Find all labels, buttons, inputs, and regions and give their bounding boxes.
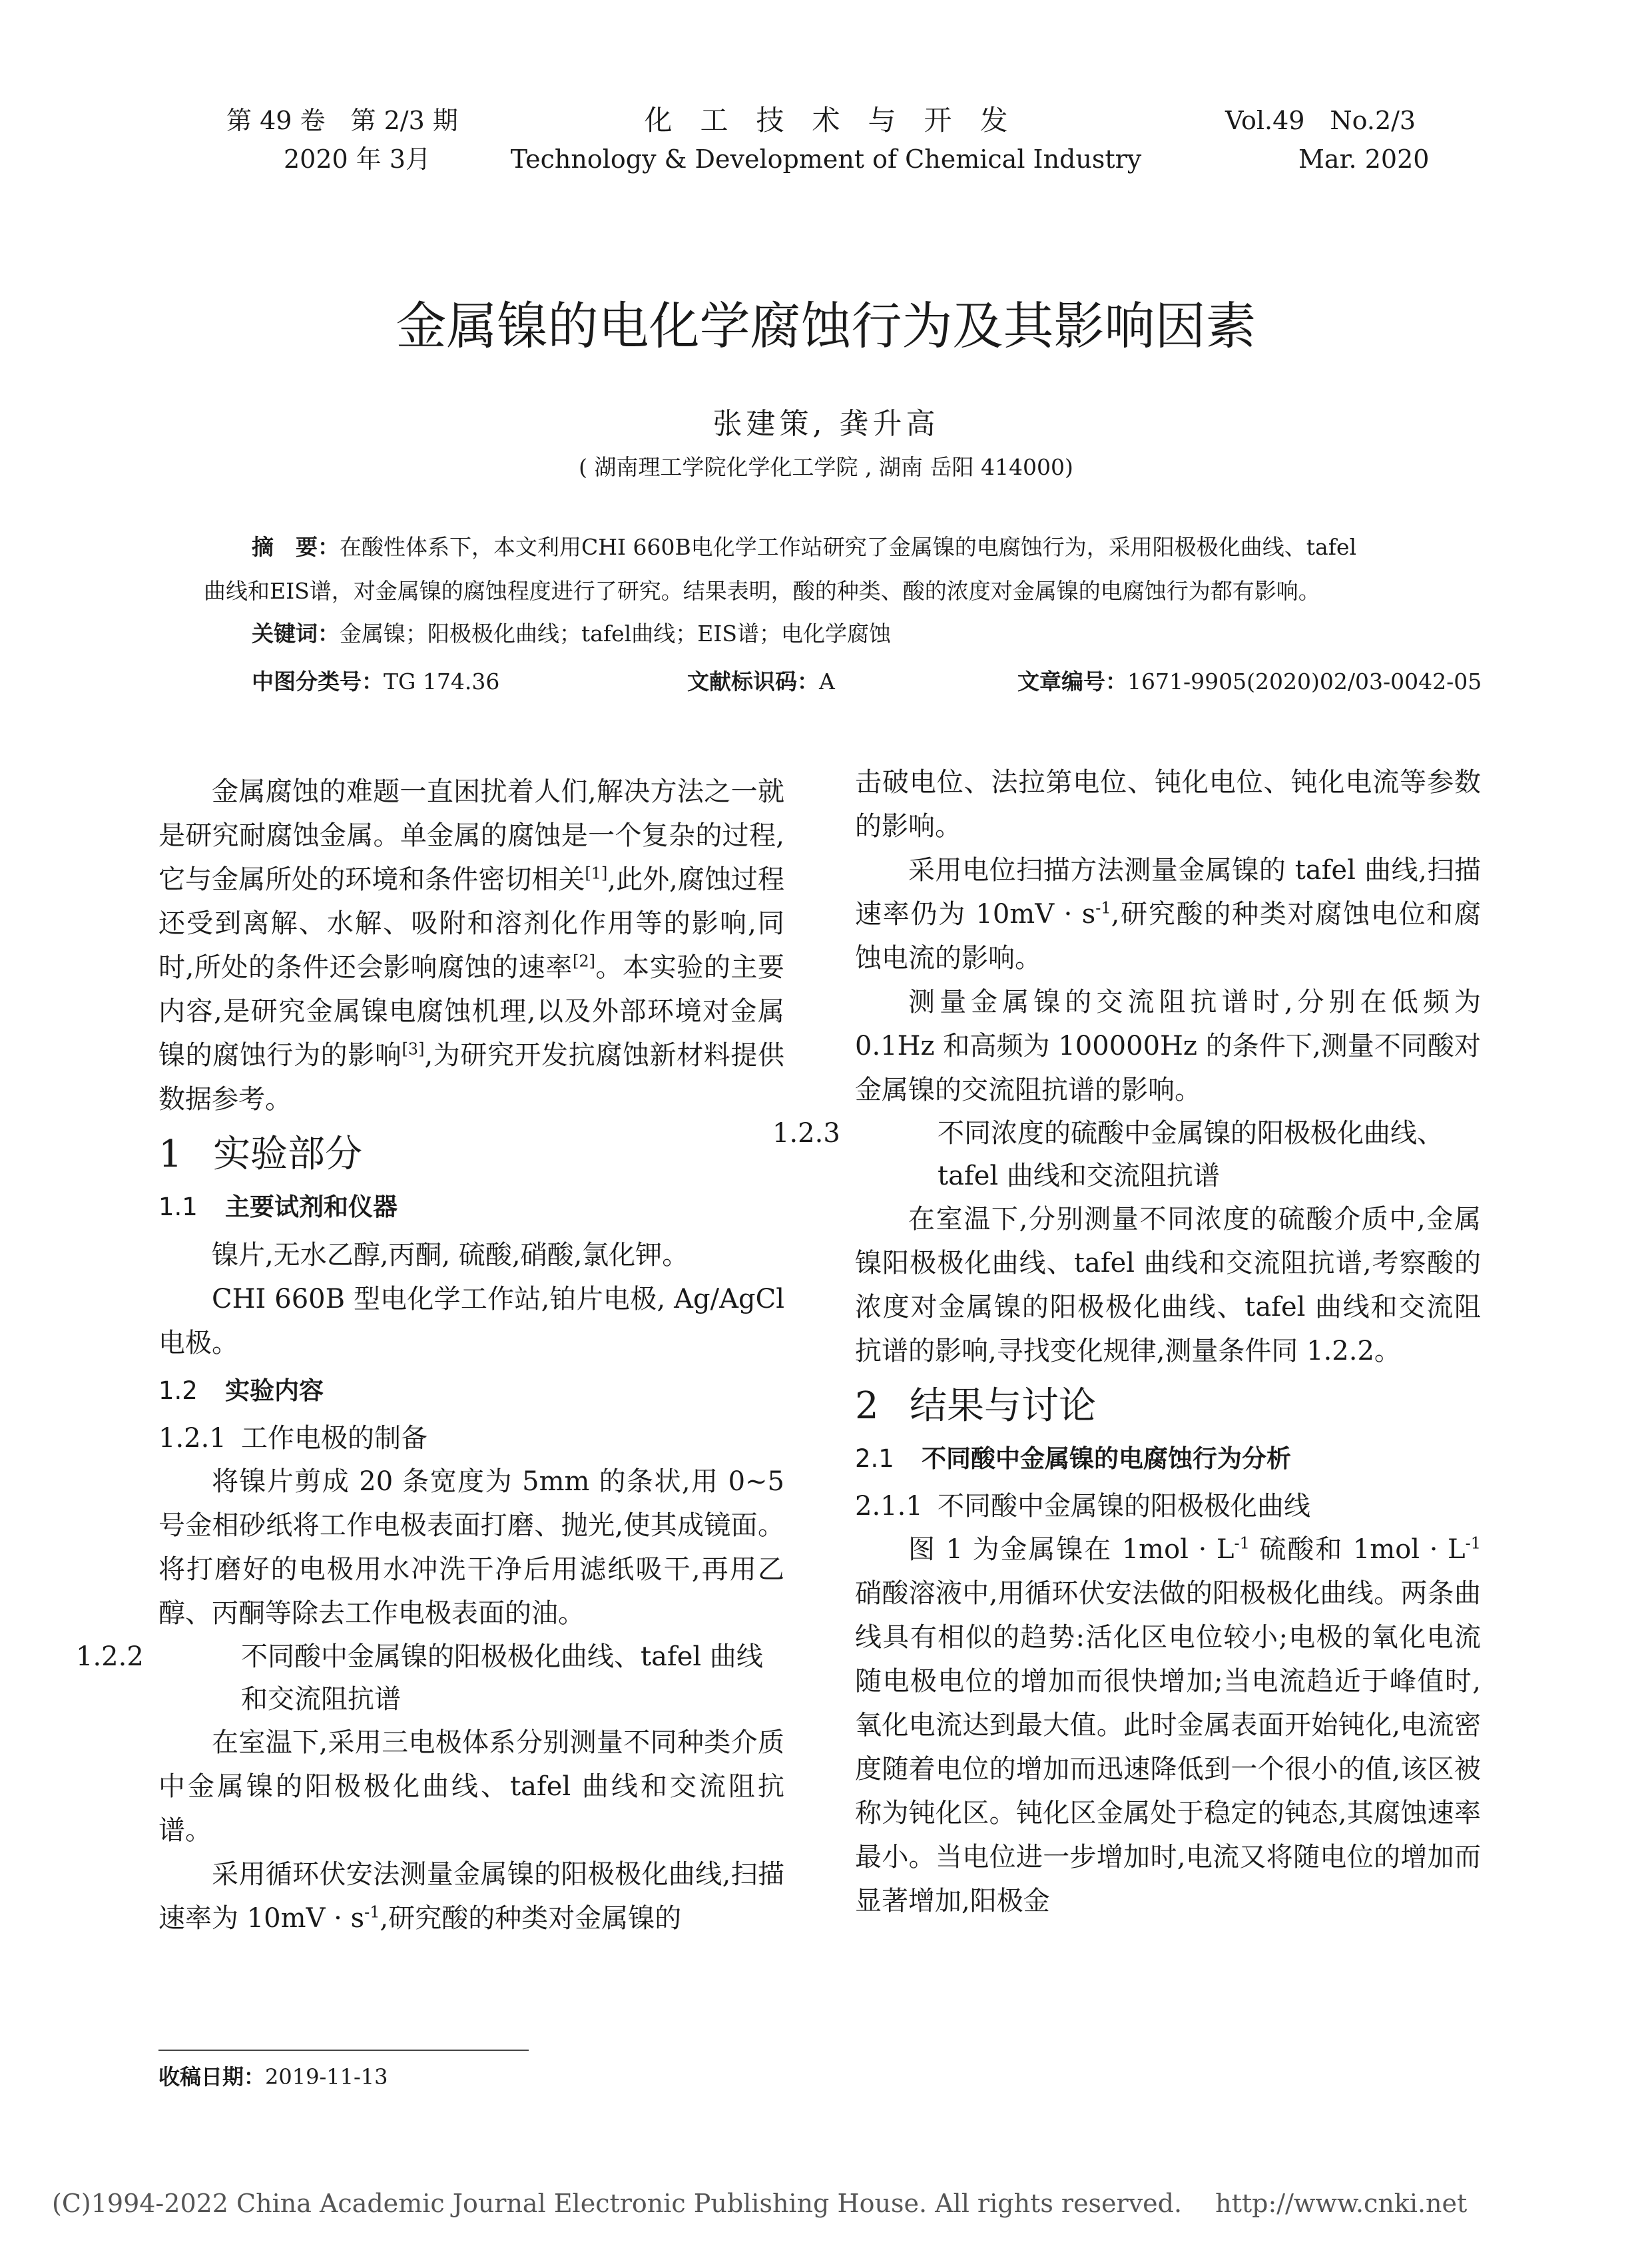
keywords-label: 关键词： <box>252 621 340 647</box>
section-1-2-2-heading: 1.2.2 不同酸中金属镍的阳极极化曲线、tafel 曲线和交流阻抗谱 <box>76 1641 763 1715</box>
intro-paragraph: 金属腐蚀的难题一直困扰着人们,解决方法之一就是研究耐腐蚀金属。单金属的腐蚀是一个复杂的过程,它与金属所处的环境和条件密切相关[1],此外,腐蚀过程还受到离解、水解、吸附和溶剂化作用等的影响,同时,所处的条件还会影响腐蚀的速率[2]。本实验的主要内容,是研究金属镍电腐蚀机理,以及外部环境对金属镍的腐蚀行为的影响[3],为研究开发抗腐蚀新材料提供数据参考。 <box>158 776 785 1115</box>
figure-1-paragraph: 图 1 为金属镍在 $1mol \cdot L^{-1}$ 硫酸和 $1mol \cdot L^{-1}$ 硝酸溶液中,用循环伏安法做的阳极极化曲线。两条曲线具有相似的趋势:活化区电位较小;电极的氧化电流随电极电位的增加而很快增加;当电流趋近于峰值时,氧化电流达到最大值。此时金属表面开始钝化,电流密度随着电位的增加而迅速降低到一个很小的值,该区被称为钝化区。钝化区金属处于稳定的钝态,其腐蚀速率最小。当电位进一步增加时,电流又将随电位的增加而显著增加,阳极金 <box>855 1534 1481 1916</box>
footnote-rule <box>158 2050 529 2051</box>
section-1-2-3-heading: 1.2.3 不同浓度的硫酸中金属镍的阳极极化曲线、tafel 曲线和交流阻抗谱 <box>772 1118 1444 1191</box>
paragraph-1-2-3: 在室温下,分别测量不同浓度的硫酸介质中,金属镍阳极极化曲线、tafel 曲线和交流阻抗谱,考察酸的浓度对金属镍的阳极极化曲线、tafel 曲线和交流阻抗谱的影响,寻找变化规律,测量条件同 1.2.2。 <box>855 1204 1481 1366</box>
document-code-value: A <box>819 669 835 695</box>
document-code <box>687 661 835 703</box>
superscript-neg1: -1 <box>1234 1534 1250 1553</box>
header-date-en: Mar. 2020 <box>1298 144 1430 174</box>
abstract-text-1: 在酸性体系下，本文利用CHI 660B电化学工作站研究了金属镍的电腐蚀行为，采用阳极极化曲线、tafel <box>340 534 1357 560</box>
tafel-paragraph: 采用电位扫描方法测量金属镍的 tafel 曲线,扫描速率仍为 $10mV \cdot s^{-1}$,研究酸的种类对腐蚀电位和腐蚀电流的影响。 <box>855 855 1481 974</box>
paragraph-1-2-2-b: 采用循环伏安法测量金属镍的阳极极化曲线,扫描速率为 $10mV \cdot s^{-1}$,研究酸的种类对金属镍的 <box>158 1859 784 1934</box>
eis-paragraph: 测量金属镍的交流阻抗谱时,分别在低频为 0.1Hz 和高频为 100000Hz 的条件下,测量不同酸对金属镍的交流阻抗谱的影响。 <box>855 987 1481 1105</box>
citation-1: [1] <box>585 864 608 883</box>
instruments-paragraph: CHI 660B 型电化学工作站,铂片电极, Ag/AgCl电极。 <box>158 1284 784 1358</box>
header-journal-en: Technology & Development of Chemical Industry <box>510 144 1142 174</box>
clc-label: 中图分类号： <box>252 669 384 695</box>
section-2-1-heading: 2.1 不同酸中金属镍的电腐蚀行为分析 <box>855 1444 1291 1473</box>
section-2-1-1-heading: 2.1.1 不同酸中金属镍的阳极极化曲线 <box>855 1491 1310 1522</box>
received-date-label: 收稿日期： <box>158 2064 266 2090</box>
clc-value: TG 174.36 <box>384 669 500 695</box>
received-date <box>158 2060 388 2091</box>
document-code-label: 文献标识码： <box>687 669 819 695</box>
paper-authors: 张建策, 龚升高 <box>712 407 940 441</box>
right-column <box>772 760 1481 1923</box>
superscript-neg1: -1 <box>1095 898 1111 918</box>
superscript-neg1: -1 <box>1465 1534 1481 1553</box>
article-number <box>1017 661 1482 703</box>
section-2-heading: 2 结果与讨论 <box>855 1384 1096 1428</box>
continued-paragraph: 击破电位、法拉第电位、钝化电位、钝化电流等参数的影响。 <box>855 767 1481 842</box>
clc-number <box>252 661 499 703</box>
author-affiliation: ( 湖南理工学院化学化工学院 , 湖南 岳阳 414000) <box>579 454 1073 480</box>
header-journal-cn: 化 工 技 术 与 开 发 <box>644 104 1008 137</box>
received-date-value: 2019-11-13 <box>265 2064 388 2090</box>
keywords <box>252 613 891 655</box>
electrode-paragraph: 将镍片剪成 20 条宽度为 5mm 的条状,用 0~5 号金相砂纸将工作电极表面打磨、抛光,使其成镜面。将打磨好的电极用水冲洗干净后用滤纸吸干,再用乙醇、丙酮等除去工作电极表面的油。 <box>158 1466 784 1629</box>
left-column <box>76 770 785 1940</box>
section-1-2-1-heading: 1.2.1 工作电极的制备 <box>158 1423 427 1454</box>
copyright-footer: (C)1994-2022 China Academic Journal Electronic Publishing House. All rights reserved. http://www.cnki.net <box>52 2189 1468 2218</box>
abstract-line-2: 曲线和EIS谱，对金属镍的腐蚀程度进行了研究。结果表明，酸的种类、酸的浓度对金属镍的电腐蚀行为都有影响。 <box>204 578 1320 604</box>
article-number-value: 1671-9905(2020)02/03-0042-05 <box>1127 669 1482 695</box>
superscript-neg1: -1 <box>364 1902 380 1922</box>
header-volume-issue: 第 49 卷 第 2/3 期 <box>226 106 458 135</box>
section-1-1-heading: 1.1 主要试剂和仪器 <box>158 1193 398 1221</box>
keywords-text: 金属镍；阳极极化曲线；tafel曲线；EIS谱；电化学腐蚀 <box>340 621 891 647</box>
section-1-heading: 1 实验部分 <box>158 1133 362 1176</box>
header-volume-en: Vol.49 No.2/3 <box>1225 106 1416 135</box>
header-date-cn: 2020 年 3月 <box>284 144 431 174</box>
citation-2: [2] <box>572 952 595 971</box>
paragraph-1-2-2-a: 在室温下,采用三电极体系分别测量不同种类介质中金属镍的阳极极化曲线、tafel 曲线和交流阻抗谱。 <box>158 1727 784 1846</box>
reagents-paragraph: 镍片,无水乙醇,丙酮, 硫酸,硝酸,氯化钾。 <box>212 1240 689 1270</box>
abstract-line-1 <box>252 526 1356 569</box>
citation-3: [3] <box>402 1039 425 1059</box>
article-number-label: 文章编号： <box>1017 669 1127 695</box>
section-1-2-heading: 1.2 实验内容 <box>158 1376 324 1405</box>
paper-title: 金属镍的电化学腐蚀行为及其影响因素 <box>396 296 1256 356</box>
abstract-label: 摘 要： <box>252 534 340 560</box>
